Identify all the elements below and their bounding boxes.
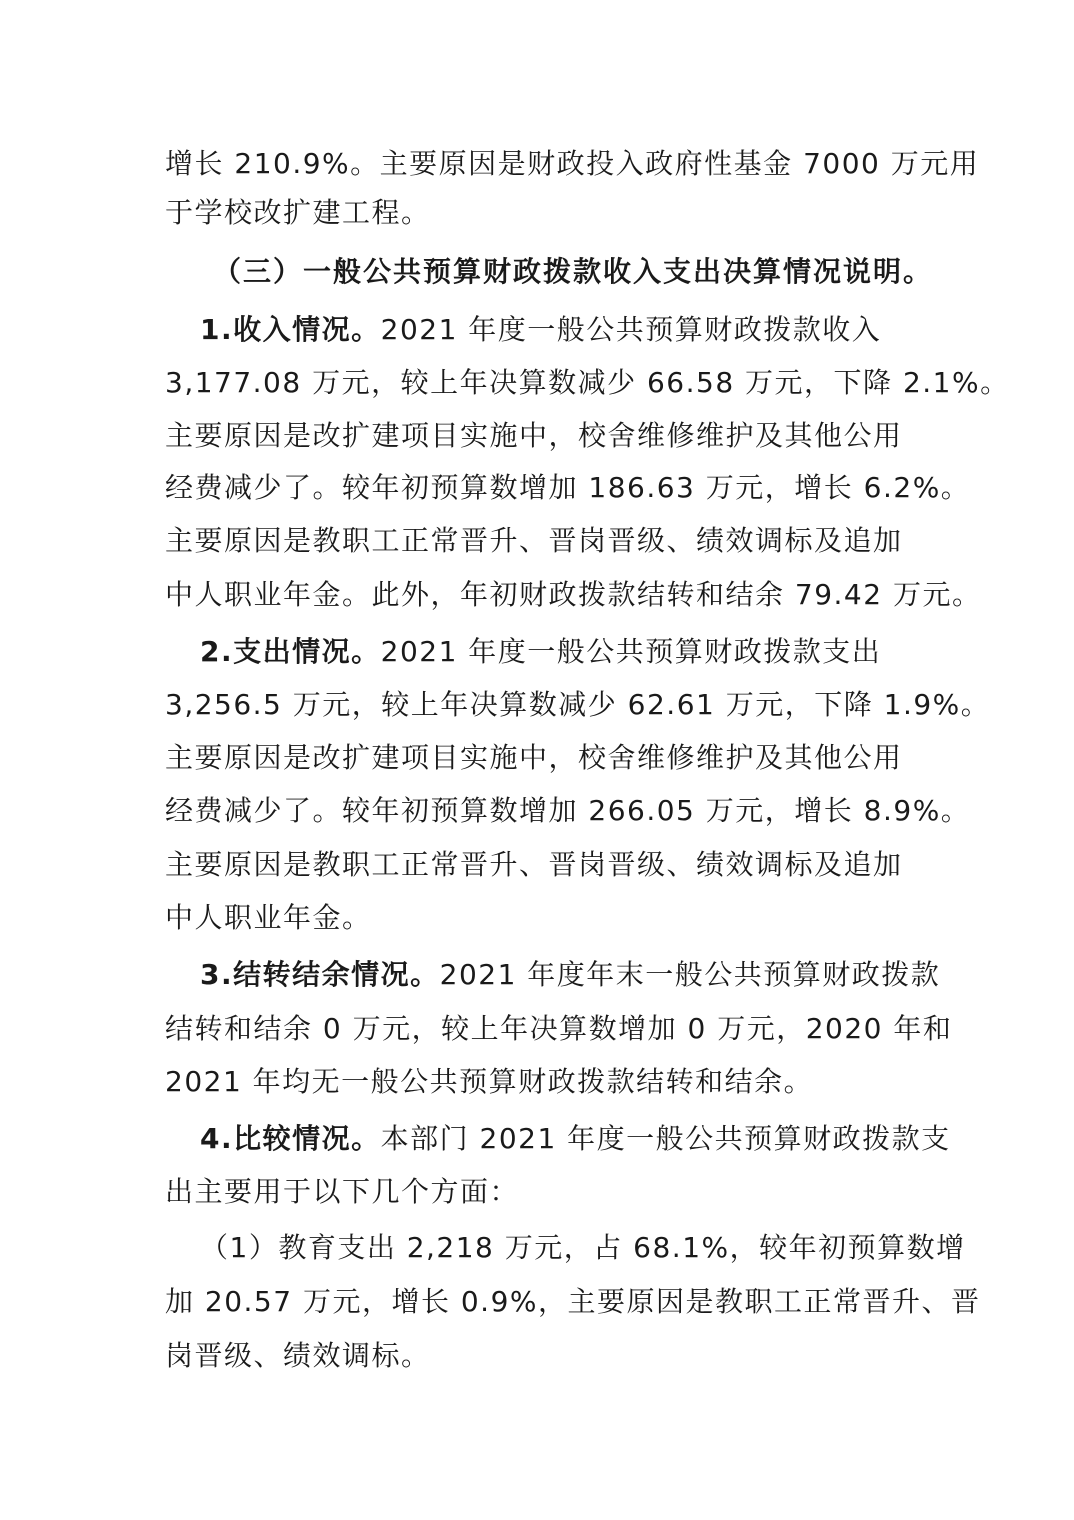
paragraph-title: 2.支出情况。 bbox=[200, 635, 381, 668]
text-line: 3,256.5 万元，较上年决算数减少 62.61 万元，下降 1.9%。 bbox=[165, 688, 991, 721]
text-line: 3,177.08 万元，较上年决算数减少 66.58 万元，下降 2.1%。 bbox=[165, 366, 1010, 399]
paragraph-text: 2021 年度一般公共预算财政拨款支出 bbox=[380, 635, 882, 668]
text-line: 增长 210.9%。主要原因是财政投入政府性基金 7000 万元用 bbox=[165, 147, 980, 180]
text-line: 加 20.57 万元，增长 0.9%，主要原因是教职工正常晋升、晋 bbox=[165, 1285, 981, 1318]
section-heading: （三）一般公共预算财政拨款收入支出决算情况说明。 bbox=[213, 255, 934, 288]
text-line: 中人职业年金。此外，年初财政拨款结转和结余 79.42 万元。 bbox=[165, 578, 982, 611]
text-line: 经费减少了。较年初预算数增加 186.63 万元，增长 6.2%。 bbox=[165, 471, 971, 504]
text-line: 结转和结余 0 万元，较上年决算数增加 0 万元，2020 年和 bbox=[165, 1012, 953, 1045]
paragraph-text: 本部门 2021 年度一般公共预算财政拨款支 bbox=[380, 1122, 951, 1155]
paragraph-first-line bbox=[200, 957, 940, 993]
text-line: 岗晋级、绩效调标。 bbox=[165, 1339, 431, 1372]
text-line: 出主要用于以下几个方面： bbox=[165, 1175, 520, 1208]
paragraph-first-line bbox=[200, 312, 881, 348]
paragraph-text: 2021 年度一般公共预算财政拨款收入 bbox=[380, 313, 882, 346]
paragraph-first-line bbox=[200, 634, 881, 670]
paragraph-first-line bbox=[200, 1121, 951, 1157]
paragraph-text: 2021 年度年末一般公共预算财政拨款 bbox=[439, 958, 941, 991]
list-item-first-line: （1）教育支出 2,218 万元，占 68.1%，较年初预算数增 bbox=[200, 1231, 966, 1264]
text-line: 主要原因是教职工正常晋升、晋岗晋级、绩效调标及追加 bbox=[165, 524, 903, 557]
paragraph-title: 3.结转结余情况。 bbox=[200, 958, 440, 991]
text-line: 经费减少了。较年初预算数增加 266.05 万元，增长 8.9%。 bbox=[165, 794, 971, 827]
text-line: 主要原因是教职工正常晋升、晋岗晋级、绩效调标及追加 bbox=[165, 848, 903, 881]
text-line: 2021 年均无一般公共预算财政拨款结转和结余。 bbox=[165, 1065, 814, 1098]
paragraph-title: 1.收入情况。 bbox=[200, 313, 381, 346]
paragraph-title: 4.比较情况。 bbox=[200, 1122, 381, 1155]
text-line: 于学校改扩建工程。 bbox=[165, 196, 431, 229]
text-line: 中人职业年金。 bbox=[165, 901, 372, 934]
text-line: 主要原因是改扩建项目实施中，校舍维修维护及其他公用 bbox=[165, 419, 903, 452]
text-line: 主要原因是改扩建项目实施中，校舍维修维护及其他公用 bbox=[165, 741, 903, 774]
